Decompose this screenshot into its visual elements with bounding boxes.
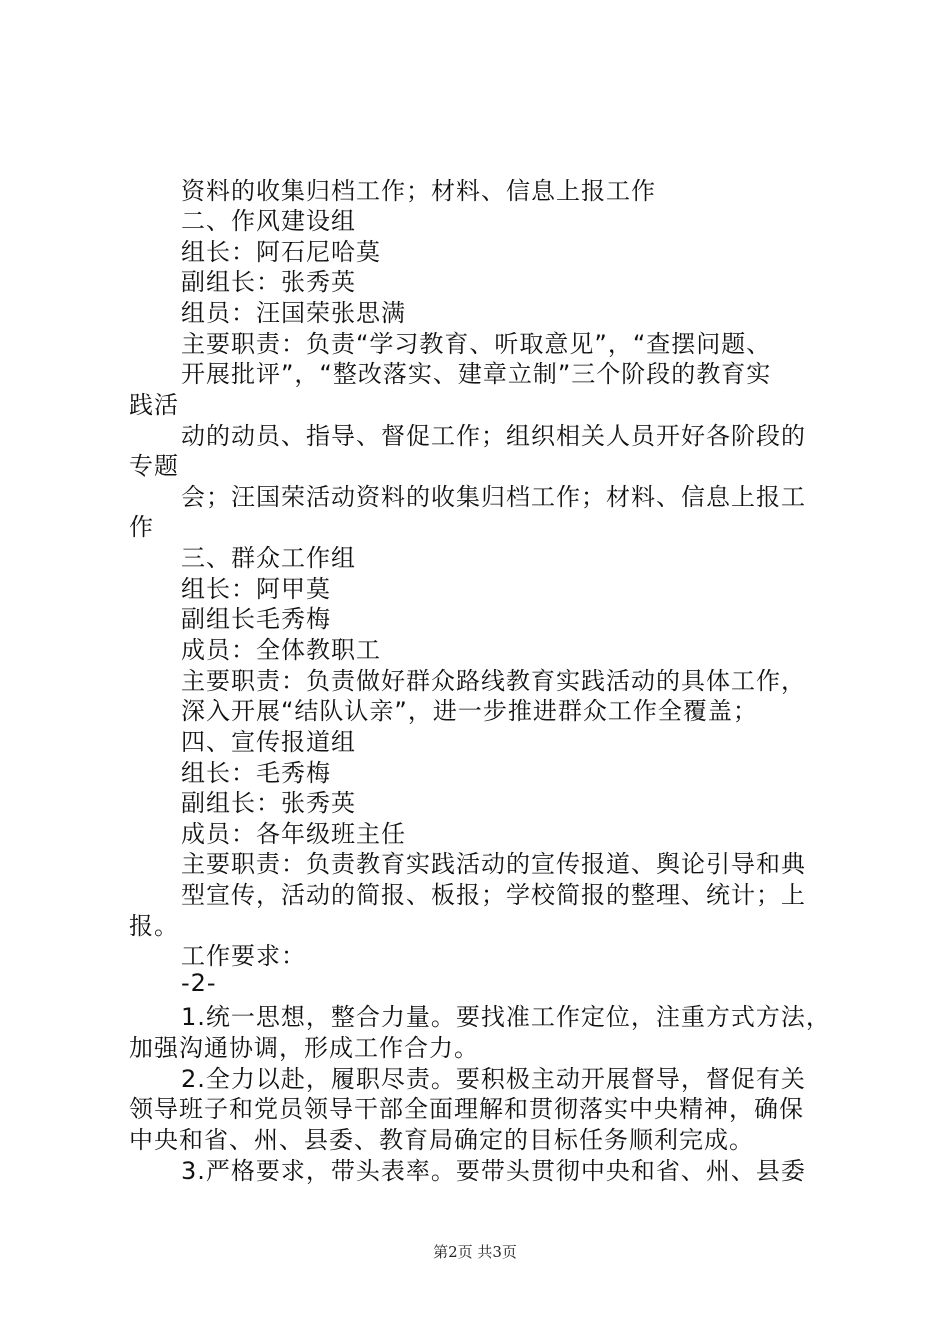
text-line: 动的动员、指导、督促工作；组织相关人员开好各阶段的 [181,422,806,450]
text-line: 组长：阿甲莫 [181,575,331,603]
section-heading: 工作要求： [181,942,306,970]
text-line: 专题 [129,452,179,480]
text-line: 1.统一思想，整合力量。要找准工作定位，注重方式方法， [181,1003,831,1031]
text-line: 领导班子和党员领导干部全面理解和贯彻落实中央精神，确保 [129,1095,804,1123]
section-heading: 三、群众工作组 [181,544,356,572]
text-line: 会；汪国荣活动资料的收集归档工作；材料、信息上报工 [181,483,806,511]
text-line: 开展批评”，“整改落实、建章立制”三个阶段的教育实 [181,360,772,388]
text-line: 主要职责：负责“学习教育、听取意见”，“查摆问题、 [181,330,772,358]
text-line: 成员：各年级班主任 [181,820,406,848]
text-line: 作 [129,513,154,541]
page-footer: 第2页 共3页 [433,1243,517,1261]
text-line: 型宣传，活动的简报、板报；学校简报的整理、统计；上 [181,881,806,909]
text-line: 副组长毛秀梅 [181,605,331,633]
text-line: 组员：汪国荣张思满 [181,299,406,327]
text-line: 副组长：张秀英 [181,268,356,296]
text-line: 组长：阿石尼哈莫 [181,238,381,266]
text-line: 报。 [129,912,179,940]
text-line: 组长：毛秀梅 [181,759,331,787]
text-line: 主要职责：负责做好群众路线教育实践活动的具体工作， [181,667,806,695]
text-line: 主要职责：负责教育实践活动的宣传报道、舆论引导和典 [181,850,806,878]
text-line: 成员：全体教职工 [181,636,381,664]
page-marker: -2- [181,969,217,997]
text-line: 中央和省、州、县委、教育局确定的目标任务顺利完成。 [129,1126,754,1154]
text-line: 副组长：张秀英 [181,789,356,817]
text-line: 3.严格要求，带头表率。要带头贯彻中央和省、州、县委 [181,1157,806,1185]
text-line: 资料的收集归档工作；材料、信息上报工作 [181,177,656,205]
text-line: 加强沟通协调，形成工作合力。 [129,1034,479,1062]
text-line: 践活 [129,391,179,419]
text-line: 深入开展“结队认亲”，进一步推进群众工作全覆盖； [181,697,758,725]
section-heading: 二、作风建设组 [181,207,356,235]
section-heading: 四、宣传报道组 [181,728,356,756]
text-line: 2.全力以赴，履职尽责。要积极主动开展督导，督促有关 [181,1065,806,1093]
